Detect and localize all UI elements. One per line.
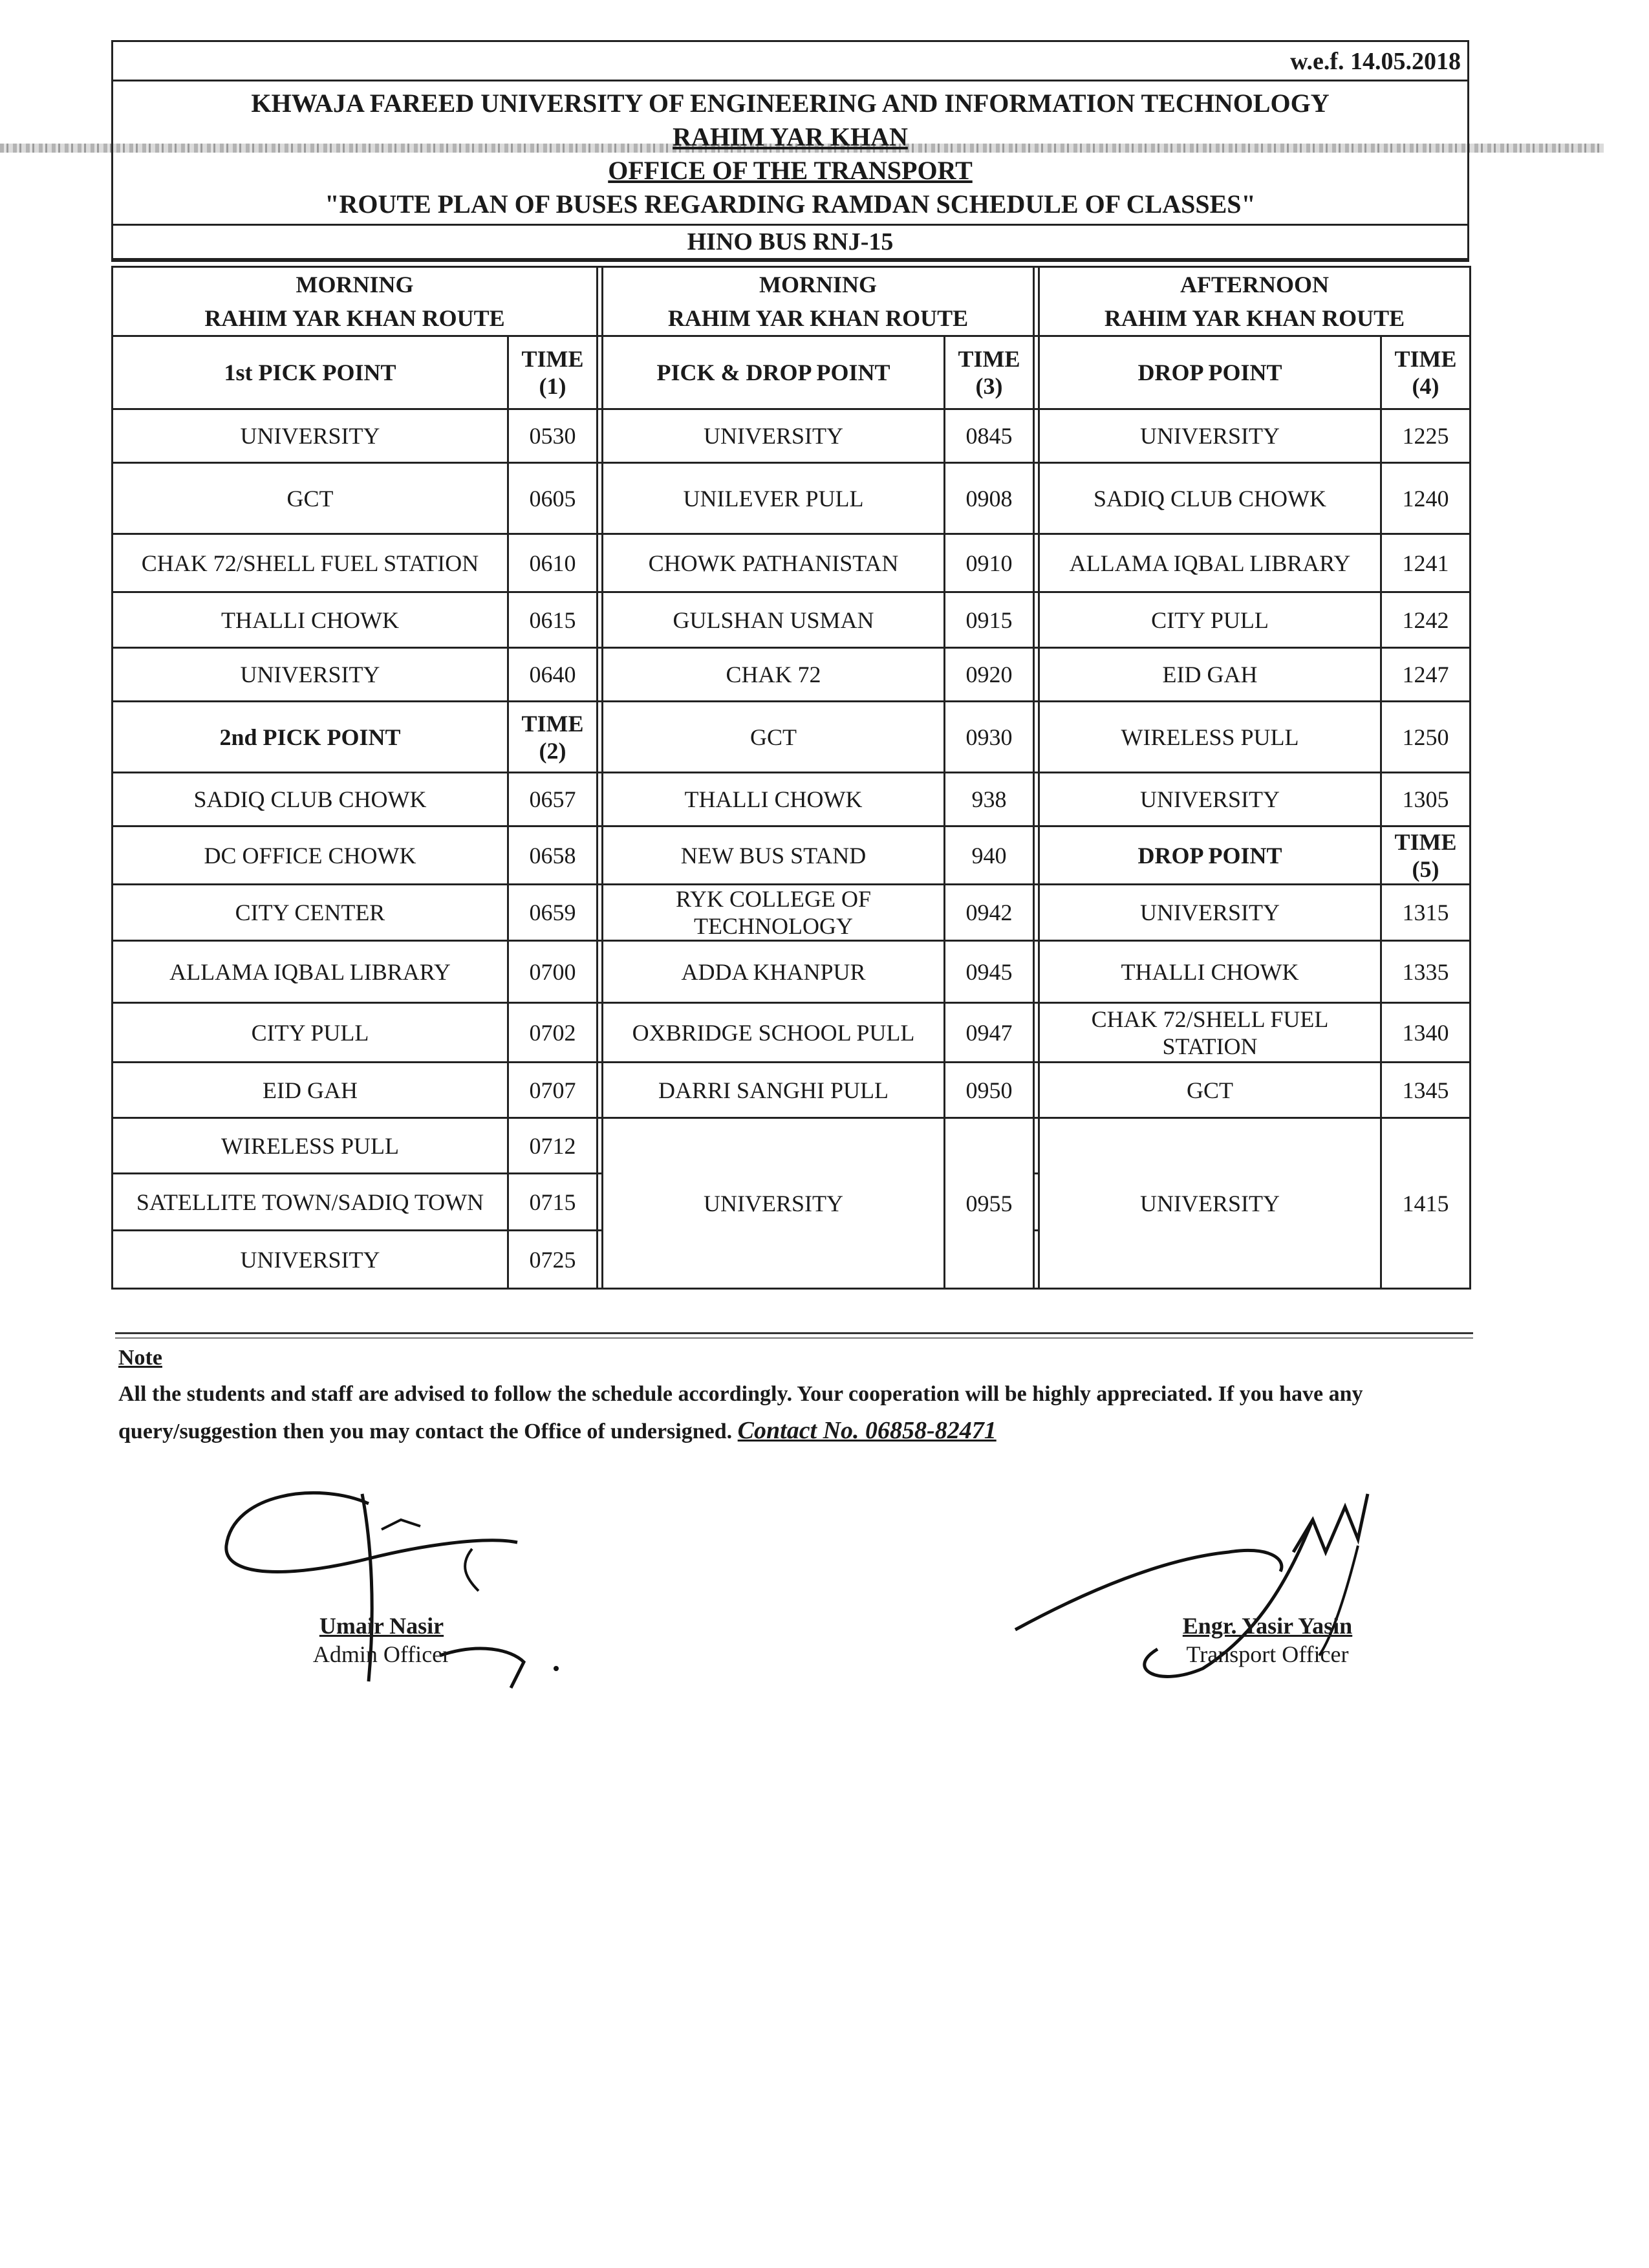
stop-place: UNIVERSITY [603,409,945,463]
stop-time: 1250 [1381,702,1471,773]
col-time-2 [508,702,598,773]
time-4-num: (4) [1412,373,1439,399]
stop-place: OXBRIDGE SCHOOL PULL [603,1003,945,1063]
stop-time: 940 [945,826,1034,885]
table-row [113,592,1471,648]
stop-place: CHAK 72/SHELL FUEL STATION [113,534,508,592]
stop-time: 0657 [508,773,598,826]
stop-place: CHOWK PATHANISTAN [603,534,945,592]
stop-time: 0702 [508,1003,598,1063]
effective-date: w.e.f. 14.05.2018 [1290,48,1461,75]
university-name: KHWAJA FAREED UNIVERSITY OF ENGINEERING AND INFORMATION TECHNOLOGY [251,89,1330,118]
gap [1034,336,1039,409]
contact-number: Contact No. 06858-82471 [737,1417,997,1444]
col-drop-point: DROP POINT [1039,336,1381,409]
signatory-right-title: Transport Officer [1186,1641,1349,1667]
section-morning-2 [603,267,1034,336]
stop-time: 1415 [1381,1118,1471,1289]
stop-time: 0725 [508,1231,598,1289]
city-name: RAHIM YAR KHAN [673,122,908,151]
gap [598,336,603,409]
table-row [113,1063,1471,1118]
gap [598,1231,603,1289]
section-1-line-2: RAHIM YAR KHAN ROUTE [204,305,505,331]
stop-time: 0712 [508,1118,598,1174]
col-2nd-pick-point: 2nd PICK POINT [113,702,508,773]
stop-time: 0659 [508,885,598,941]
note-body [118,1376,1476,1450]
column-header-row [113,336,1471,409]
col-time-5 [1381,826,1471,885]
stop-place: DARRI SANGHI PULL [603,1063,945,1118]
signatory-right [1151,1612,1384,1669]
table-row [113,773,1471,826]
stop-place: EID GAH [113,1063,508,1118]
time-4-label: TIME [1394,346,1457,372]
section-3-line-2: RAHIM YAR KHAN ROUTE [1104,305,1405,331]
stop-place: THALLI CHOWK [113,592,508,648]
stop-place: UNIVERSITY [1039,409,1381,463]
stop-place: EID GAH [1039,648,1381,702]
stop-time: 0920 [945,648,1034,702]
gap [598,826,603,885]
stop-time: 1241 [1381,534,1471,592]
stop-place: WIRELESS PULL [1039,702,1381,773]
gap [1034,409,1039,463]
stop-place: DC OFFICE CHOWK [113,826,508,885]
stop-place: CHAK 72 [603,648,945,702]
stop-place: ADDA KHANPUR [603,941,945,1003]
stop-time: 0610 [508,534,598,592]
gap [1034,826,1039,885]
gap [1034,648,1039,702]
note-divider [115,1332,1473,1334]
stop-time: 0640 [508,648,598,702]
table-row [113,885,1471,941]
stop-time: 0700 [508,941,598,1003]
signatory-left-name: Umair Nasir [319,1613,444,1639]
gap [598,648,603,702]
stop-place: CHAK 72/SHELL FUEL STATION [1039,1003,1381,1063]
plan-title: "ROUTE PLAN OF BUSES REGARDING RAMDAN SCHEDULE OF CLASSES" [325,189,1256,219]
table-row [113,702,1471,773]
gap [598,885,603,941]
gap [598,1003,603,1063]
col-pick-drop-point: PICK & DROP POINT [603,336,945,409]
gap [1034,941,1039,1003]
stop-time: 0915 [945,592,1034,648]
time-3-num: (3) [975,373,1003,399]
stop-time: 0707 [508,1063,598,1118]
signatory-right-name: Engr. Yasir Yasin [1182,1613,1353,1639]
stop-place: UNIVERSITY [113,1231,508,1289]
stop-place: UNIVERSITY [1039,1118,1381,1289]
col-time-4 [1381,336,1471,409]
section-3-line-1: AFTERNOON [1180,272,1329,297]
stop-time: 0908 [945,463,1034,534]
col-time-1 [508,336,598,409]
section-morning-1 [113,267,598,336]
col-1st-pick-point: 1st PICK POINT [113,336,508,409]
note-divider-2 [115,1337,1473,1339]
gap [598,1174,603,1231]
stop-place: UNIVERSITY [603,1118,945,1289]
stop-time: 0715 [508,1174,598,1231]
table-row [113,534,1471,592]
note-block [118,1340,1476,1450]
stop-time: 0605 [508,463,598,534]
table-row [113,826,1471,885]
note-label: Note [118,1346,162,1370]
section-afternoon [1039,267,1471,336]
wef-row [113,42,1467,81]
stop-place: GCT [1039,1063,1381,1118]
gap [1034,463,1039,534]
header-box [111,40,1469,262]
stop-place: CITY PULL [1039,592,1381,648]
stop-time: 0947 [945,1003,1034,1063]
stop-time: 938 [945,773,1034,826]
table-row [113,941,1471,1003]
stop-place: SADIQ CLUB CHOWK [1039,463,1381,534]
gap [598,534,603,592]
section-2-line-2: RAHIM YAR KHAN ROUTE [667,305,969,331]
gap [598,773,603,826]
table-row [113,409,1471,463]
stop-place: UNILEVER PULL [603,463,945,534]
stop-time: 0658 [508,826,598,885]
gap [598,941,603,1003]
stop-time: 1225 [1381,409,1471,463]
gap [1034,592,1039,648]
gap [598,702,603,773]
stop-place: UNIVERSITY [1039,885,1381,941]
time-label: TIME [1394,828,1457,855]
stop-time: 1247 [1381,648,1471,702]
stop-place: THALLI CHOWK [1039,941,1381,1003]
gap [1034,534,1039,592]
stop-time: 0945 [945,941,1034,1003]
col-drop-point-2: DROP POINT [1039,826,1381,885]
gap [1034,1174,1039,1231]
stop-time: 1242 [1381,592,1471,648]
gap [1034,773,1039,826]
stop-place: WIRELESS PULL [113,1118,508,1174]
stop-place: ALLAMA IQBAL LIBRARY [113,941,508,1003]
stop-time: 0615 [508,592,598,648]
stop-place: THALLI CHOWK [603,773,945,826]
stop-place: UNIVERSITY [113,648,508,702]
stop-time: 0910 [945,534,1034,592]
gap [1034,1231,1039,1289]
document [111,40,1469,1290]
gap [598,592,603,648]
table-row [113,648,1471,702]
title-block [113,81,1467,226]
table-row [113,1003,1471,1063]
stop-time: 0530 [508,409,598,463]
signatory-left [272,1612,491,1669]
gap [1034,885,1039,941]
stop-time: 0930 [945,702,1034,773]
stop-place: NEW BUS STAND [603,826,945,885]
table-row [113,463,1471,534]
gap [1034,1003,1039,1063]
time-3-label: TIME [958,346,1020,372]
section-2-line-1: MORNING [759,272,877,297]
time-label: TIME [521,710,584,737]
gap [598,1063,603,1118]
gap [1034,1118,1039,1174]
time-1-label: TIME [521,346,584,372]
signatory-left-title: Admin Officer [312,1641,451,1667]
schedule-table [111,266,1471,1290]
gap [1034,1063,1039,1118]
time-1-num: (1) [539,373,566,399]
gap [598,463,603,534]
bus-name: HINO BUS RNJ-15 [113,226,1467,260]
gap [1034,267,1039,336]
stop-place: CITY CENTER [113,885,508,941]
stop-time: 0942 [945,885,1034,941]
stop-time: 0950 [945,1063,1034,1118]
section-header-row [113,267,1471,336]
stop-time: 1240 [1381,463,1471,534]
stop-time: 1305 [1381,773,1471,826]
stop-time: 0955 [945,1118,1034,1289]
stop-place: GULSHAN USMAN [603,592,945,648]
stop-place: RYK COLLEGE OF TECHNOLOGY [603,885,945,941]
gap [598,1118,603,1174]
gap [1034,702,1039,773]
col-time-3 [945,336,1034,409]
office-name: OFFICE OF THE TRANSPORT [608,156,973,185]
gap [598,267,603,336]
stop-time: 1345 [1381,1063,1471,1118]
section-1-line-1: MORNING [296,272,414,297]
stop-time: 1315 [1381,885,1471,941]
note-text: All the students and staff are advised to follow the schedule accordingly. Your cooperation will be highly appreciated. If you have any query/suggestion then you may contact the Office of undersigned. [118,1382,1363,1443]
stop-time: 0845 [945,409,1034,463]
stop-place: SADIQ CLUB CHOWK [113,773,508,826]
stop-place: SATELLITE TOWN/SADIQ TOWN [113,1174,508,1231]
stop-time: 1335 [1381,941,1471,1003]
gap [598,409,603,463]
stop-time: 1340 [1381,1003,1471,1063]
stop-place: UNIVERSITY [1039,773,1381,826]
time-num: (2) [539,737,566,764]
stop-place: GCT [113,463,508,534]
table-row [113,1118,1471,1174]
stop-place: CITY PULL [113,1003,508,1063]
stop-place: GCT [603,702,945,773]
stop-place: ALLAMA IQBAL LIBRARY [1039,534,1381,592]
stop-place: UNIVERSITY [113,409,508,463]
time-num: (5) [1412,856,1439,882]
